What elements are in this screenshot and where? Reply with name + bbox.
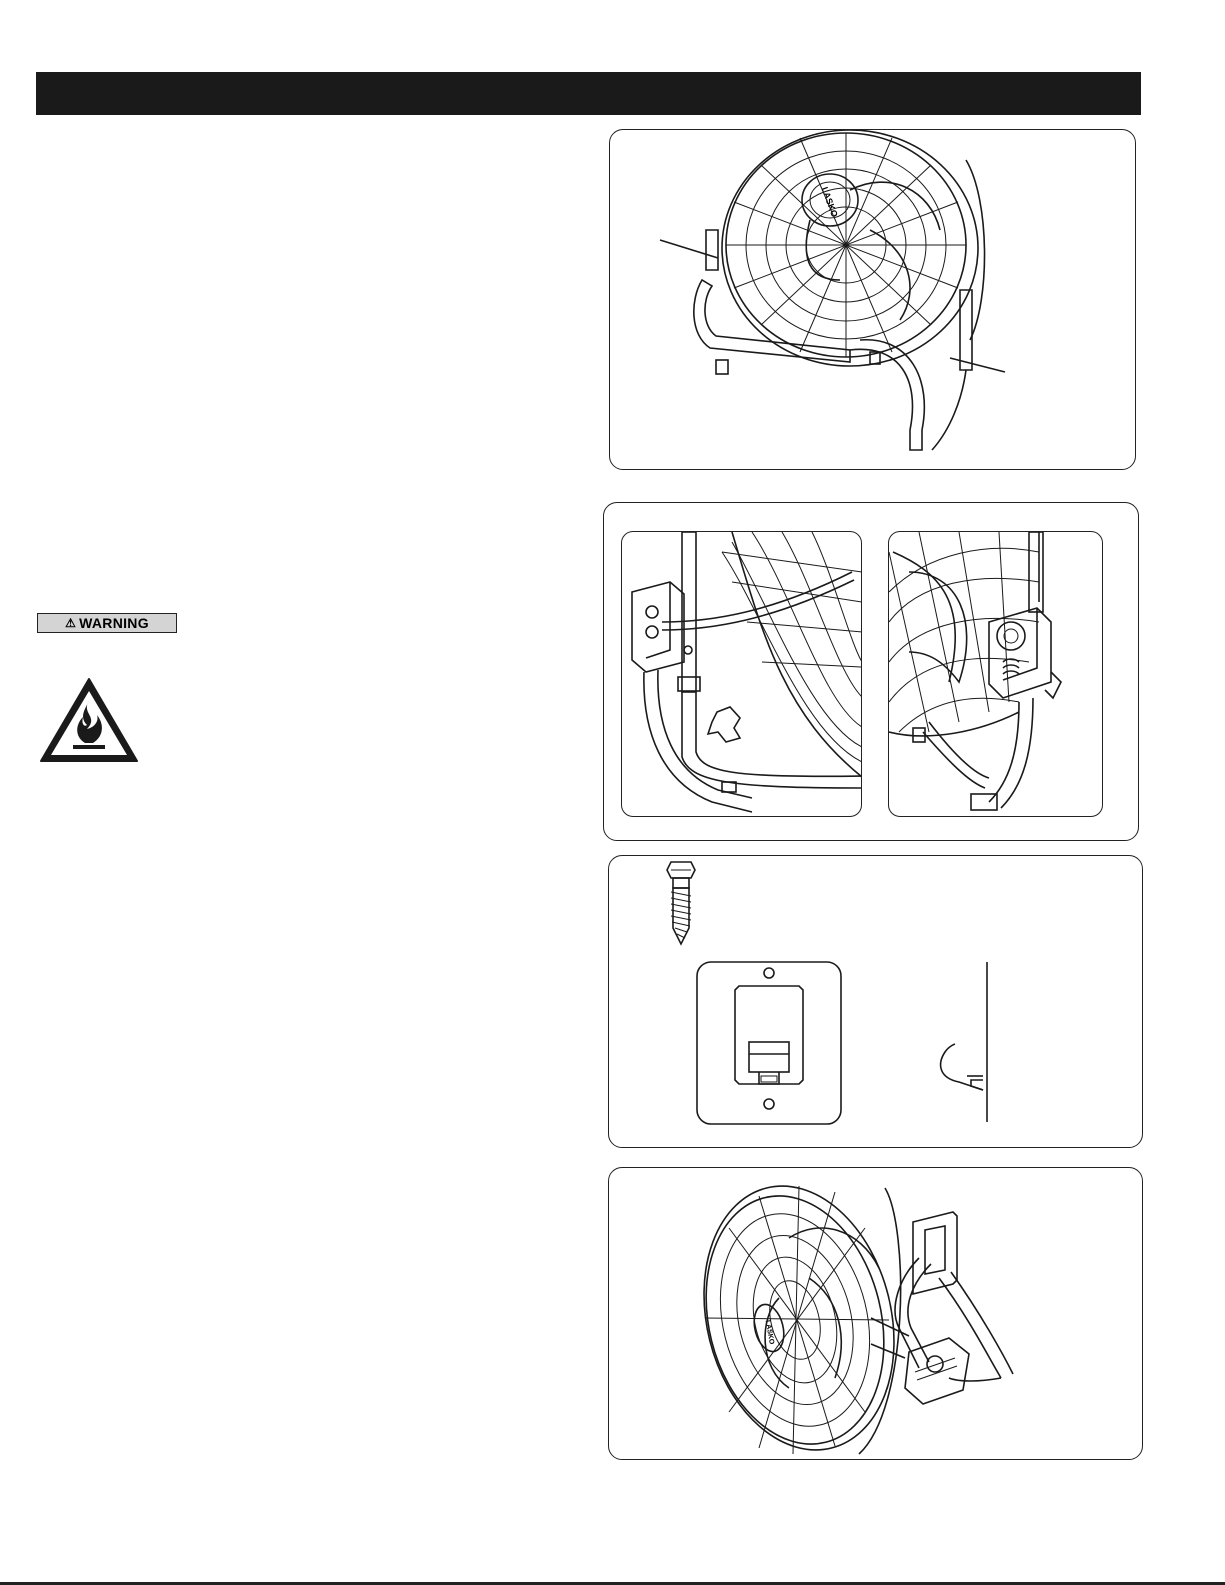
figure-2a-subpanel [621,531,862,817]
wall-bracket-plate-illustration [697,962,841,1124]
fan-control-box-illustration [889,532,1103,817]
warning-badge [37,613,177,633]
flammable-hazard-icon [37,675,141,765]
figure-3-panel [608,855,1143,1148]
figure-3-illustration [609,856,1143,1148]
warning-label: WARNING [79,615,149,631]
floor-fan-stand-illustration [610,130,1136,470]
fan-brand-logo-2: LASKO [763,1319,775,1345]
warning-triangle-icon: ⚠ [65,616,77,630]
section-header-bar [36,72,1141,115]
bracket-side-profile-illustration [941,962,987,1122]
wall-mounted-fan-illustration [609,1168,1143,1460]
fan-bracket-knob-illustration [622,532,862,817]
figure-2-panel [603,502,1139,841]
fan-brand-logo: LASKO [819,185,840,219]
lag-screw-icon [667,862,695,944]
figure-2b-subpanel [888,531,1103,817]
figure-1-panel [609,129,1136,470]
figure-4-panel [608,1167,1143,1460]
